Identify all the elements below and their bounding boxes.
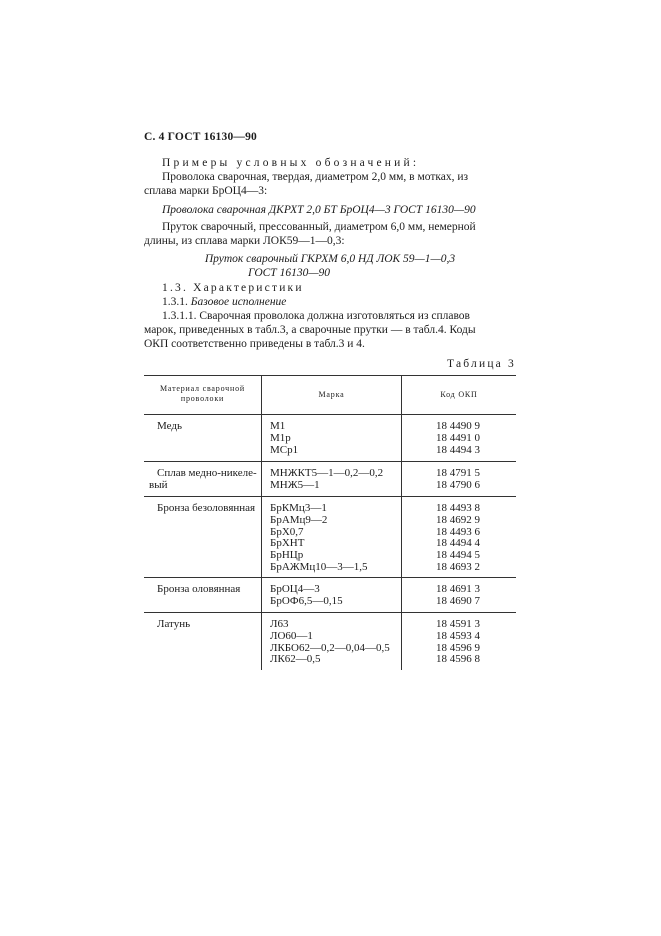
grade-value: БрХ0,7: [270, 525, 304, 538]
group-rule: [144, 612, 516, 613]
grade-list: [270, 503, 368, 574]
grade-value: МСр1: [270, 443, 299, 456]
okp-code-list: [436, 619, 480, 666]
example2-designation-line2: ГОСТ 16130—90: [247, 267, 331, 279]
grade-value: М1р: [270, 431, 291, 444]
section-1-3-1-heading: [162, 295, 286, 310]
examples-title: Примеры условных обозначений:: [162, 157, 420, 169]
example2-text-line1: Пруток сварочный, прессованный, диаметром 6,0 мм, немерной: [162, 221, 476, 233]
grade-value: БрХНТ: [270, 537, 305, 550]
example1-text-line2: сплава марки БрОЦ4—3:: [144, 185, 268, 197]
okp-code-list: [436, 584, 480, 608]
okp-code-list: [436, 503, 480, 574]
okp-code: 18 4691 3: [436, 583, 480, 595]
paragraph-1-3-1-1-line1: 1.3.1.1. Сварочная проволока должна изготовляться из сплавов: [162, 310, 470, 322]
header-okp: Код ОКП: [440, 390, 478, 399]
group-rule: [144, 496, 516, 497]
grade-value: БрНЦр: [270, 549, 304, 562]
grade-value: БрОЦ4—3: [270, 583, 320, 595]
grade-value: ЛК62—0,5: [270, 653, 321, 666]
grade-value: БрОФ6,5—0,15: [270, 594, 343, 607]
table-caption: Таблица 3: [447, 358, 516, 370]
material-name: [149, 467, 257, 492]
grade-value: БрАМц9—2: [270, 513, 328, 526]
okp-code: 18 4790 6: [436, 478, 480, 491]
okp-code: 18 4596 9: [436, 641, 480, 654]
grade-value: ЛО60—1: [270, 629, 313, 642]
grade-value: БрКМц3—1: [270, 502, 327, 514]
okp-code: 18 4692 9: [436, 513, 480, 526]
grade-value: ЛКБО62—0,2—0,04—0,5: [270, 641, 390, 654]
material-name-line2: вый: [149, 478, 168, 491]
column-divider: [401, 375, 402, 670]
okp-code: 18 4596 8: [436, 653, 480, 666]
okp-code: 18 4493 8: [436, 502, 480, 514]
okp-code: 18 4591 3: [436, 618, 480, 630]
grade-list: [270, 421, 298, 456]
okp-code: 18 4494 3: [436, 443, 480, 456]
okp-code: 18 4494 5: [436, 549, 480, 562]
header-material-line2: проволоки: [180, 394, 225, 403]
okp-code: 18 4490 9: [436, 420, 480, 432]
material-name: Бронза безоловянная: [157, 502, 256, 514]
section-1-3-heading: 1.3. Характеристики: [162, 282, 304, 294]
grade-value: Л63: [270, 618, 289, 630]
paragraph-1-3-1-1-line3: ОКП соответственно приведены в табл.3 и 4.: [144, 338, 365, 350]
okp-code: 18 4491 0: [436, 431, 480, 444]
section-1-3-1-number: 1.3.1.: [162, 296, 188, 308]
section-1-3-1-title: Базовое исполнение: [190, 296, 287, 308]
grade-list: [270, 468, 383, 492]
example2-designation-line1: Пруток сварочный ГКРХМ 6,0 НД ЛОК 59—1—0,3: [204, 253, 456, 265]
example1-designation: Проволока сварочная ДКРХТ 2,0 БТ БрОЦ4—3 ГОСТ 16130—90: [162, 204, 476, 216]
okp-code-list: [436, 421, 480, 456]
grade-value: МНЖ5—1: [270, 478, 320, 491]
okp-code: 18 4593 4: [436, 629, 480, 642]
header-material: [144, 384, 261, 404]
okp-code: 18 4693 2: [436, 560, 480, 573]
grade-value: БрАЖМц10—3—1,5: [270, 560, 368, 573]
group-rule: [144, 461, 516, 462]
table-top-rule: [144, 375, 516, 376]
grade-list: [270, 619, 390, 666]
okp-code-list: [436, 468, 480, 492]
page-header: С. 4 ГОСТ 16130—90: [144, 131, 257, 143]
material-name: Латунь: [157, 618, 191, 630]
material-name: Медь: [157, 420, 182, 432]
grade-list: [270, 584, 343, 608]
column-divider: [261, 375, 262, 670]
okp-code: 18 4494 4: [436, 537, 480, 550]
paragraph-1-3-1-1-line2: марок, приведенных в табл.3, а сварочные прутки — в табл.4. Коды: [144, 324, 476, 336]
okp-code: 18 4791 5: [436, 467, 480, 479]
example2-text-line2: длины, из сплава марки ЛОК59—1—0,3:: [144, 235, 345, 247]
material-name: Бронза оловянная: [157, 583, 241, 595]
grade-value: МНЖКТ5—1—0,2—0,2: [270, 467, 384, 479]
grade-value: М1: [270, 420, 286, 432]
okp-code: 18 4493 6: [436, 525, 480, 538]
header-material-line1: Материал сварочной: [160, 384, 245, 393]
material-name-line1: Сплав медно-никеле-: [157, 467, 257, 479]
example1-text-line1: Проволока сварочная, твердая, диаметром 2,0 мм, в мотках, из: [162, 171, 469, 183]
table-header-rule: [144, 414, 516, 415]
okp-code: 18 4690 7: [436, 594, 480, 607]
header-grade: Марка: [318, 390, 345, 399]
group-rule: [144, 577, 516, 578]
